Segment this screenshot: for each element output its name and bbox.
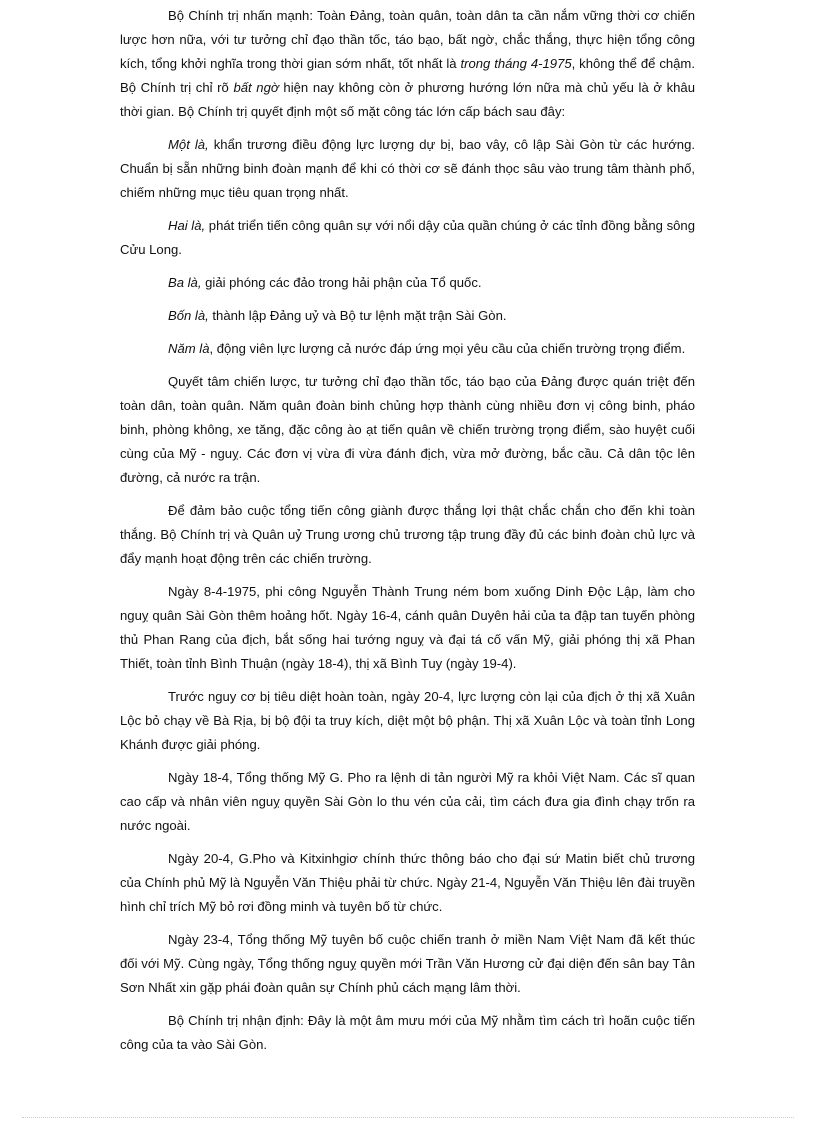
- text-run: hiện nay không còn ở phương hướng lớn nữa mà chủ yếu là ở khâu thời gian. Bộ Chính trị quyết định một số mặt công tác lớn cấp bách sau đây:: [120, 80, 695, 119]
- text-run: Để đảm bảo cuộc tổng tiến công giành được thắng lợi thật chắc chắn cho đến khi toàn thắng. Bộ Chính trị và Quân uỷ Trung ương chủ trương tập trung đầy đủ các binh đoàn chủ lực và đẩy mạnh hoạt động trên các chiến trường.: [120, 503, 695, 566]
- text-run: Ngày 23-4, Tổng thống Mỹ tuyên bố cuộc chiến tranh ở miền Nam Việt Nam đã kết thúc đối với Mỹ. Cùng ngày, Tổng thống nguỵ quyền mới Trần Văn Hương cử đại diện đến sân bay Tân Sơn Nhất xin gặp phái đoàn quân sự Chính phủ cách mạng lâm thời.: [120, 932, 695, 995]
- paragraph-task-three: [120, 271, 695, 295]
- text-run: Bộ Chính trị nhận định: Đây là một âm mưu mới của Mỹ nhằm tìm cách trì hoãn cuộc tiến công của ta vào Sài Gòn.: [120, 1013, 695, 1052]
- italic-run: Hai là,: [168, 218, 206, 233]
- italic-run: trong tháng 4-1975: [460, 56, 572, 71]
- text-run: Ngày 8-4-1975, phi công Nguyễn Thành Trung ném bom xuống Dinh Độc Lập, làm cho nguỵ quân Sài Gòn thêm hoảng hốt. Ngày 16-4, cánh quân Duyên hải của ta đập tan tuyến phòng thủ Phan Rang của địch, bắt sống hai tướng nguỵ và đại tá cố vấn Mỹ, giải phóng thị xã Phan Thiết, toàn tỉnh Bình Thuận (ngày 18-4), thị xã Bình Tuy (ngày 19-4).: [120, 584, 695, 671]
- paragraph-april-20: [120, 847, 695, 919]
- text-run: giải phóng các đảo trong hải phận của Tổ quốc.: [201, 275, 482, 290]
- paragraph-politburo-emphasis: [120, 4, 695, 124]
- paragraph-april-18: [120, 766, 695, 838]
- italic-run: Một là,: [168, 137, 209, 152]
- paragraph-april-23: [120, 928, 695, 1000]
- paragraph-xuan-loc: [120, 685, 695, 757]
- paragraph-task-five: [120, 337, 695, 361]
- text-run: khẩn trương điều động lực lượng dự bị, bao vây, cô lập Sài Gòn từ các hướng. Chuẩn bị sẵn những binh đoàn mạnh để khi có thời cơ sẽ đánh thọc sâu vào trung tâm thành phố, chiếm những mục tiêu quan trọng nhất.: [120, 137, 696, 200]
- paragraph-total-offensive: [120, 499, 695, 571]
- text-run: , động viên lực lượng cả nước đáp ứng mọi yêu cầu của chiến trường trọng điểm.: [209, 341, 686, 356]
- paragraph-april-8: [120, 580, 695, 676]
- italic-run: Năm là: [168, 341, 210, 356]
- document-page: [120, 4, 695, 1066]
- text-run: Quyết tâm chiến lược, tư tưởng chỉ đạo thần tốc, táo bạo của Đảng được quán triệt đến toàn dân, toàn quân. Năm quân đoàn binh chủng hợp thành cùng nhiều đơn vị công binh, pháo binh, phòng không, xe tăng, đặc công ào ạt tiến quân về chiến trường trọng điểm, sào huyệt cuối cùng của Mỹ - nguỵ. Các đơn vị vừa đi vừa đánh địch, vừa mở đường, bắc cầu. Cả dân tộc lên đường, cả nước ra trận.: [120, 374, 695, 485]
- text-run: phát triển tiến công quân sự với nổi dậy của quần chúng ở các tỉnh đồng bằng sông Cửu Long.: [120, 218, 695, 257]
- text-run: thành lập Đảng uỷ và Bộ tư lệnh mặt trận Sài Gòn.: [208, 308, 507, 323]
- text-run: Ngày 18-4, Tổng thống Mỹ G. Pho ra lệnh di tản người Mỹ ra khỏi Việt Nam. Các sĩ quan cao cấp và nhân viên nguỵ quyền Sài Gòn lo thu vén của cải, tìm cách đưa gia đình chạy trốn ra nước ngoài.: [120, 770, 695, 833]
- italic-run: Ba là,: [168, 275, 202, 290]
- page-bottom-rule: [22, 1117, 794, 1118]
- text-run: Bộ Chính trị nhấn mạnh: Toàn Đảng, toàn quân, toàn dân ta cần nắm vững thời cơ chiến lược hơn nữa, với tư tưởng chỉ đạo thần tốc, táo bạo, bất ngờ, chắc thắng, thực hiện tổng công kích, tổng khởi nghĩa trong thời gian sớm nhất, tốt nhất là: [120, 8, 695, 71]
- paragraph-task-four: [120, 304, 695, 328]
- text-run: , không thể để chậm. Bộ Chính trị chỉ rõ: [120, 56, 695, 95]
- text-run: Trước nguy cơ bị tiêu diệt hoàn toàn, ngày 20-4, lực lượng còn lại của địch ở thị xã Xuân Lộc bỏ chạy về Bà Rịa, bị bộ đội ta truy kích, diệt một bộ phận. Thị xã Xuân Lộc và toàn tỉnh Long Khánh được giải phóng.: [120, 689, 695, 752]
- paragraph-politburo-assessment: [120, 1009, 695, 1057]
- paragraph-strategic-resolve: [120, 370, 695, 490]
- paragraph-task-two: [120, 214, 695, 262]
- text-run: Ngày 20-4, G.Pho và Kitxinhgiơ chính thức thông báo cho đại sứ Matin biết chủ trương của Chính phủ Mỹ là Nguyễn Văn Thiệu phải từ chức. Ngày 21-4, Nguyễn Văn Thiệu lên đài truyền hình chỉ trích Mỹ bỏ rơi đồng minh và tuyên bố từ chức.: [120, 851, 695, 914]
- paragraph-task-one: [120, 133, 695, 205]
- italic-run: bất ngờ: [233, 80, 279, 95]
- italic-run: Bốn là,: [168, 308, 209, 323]
